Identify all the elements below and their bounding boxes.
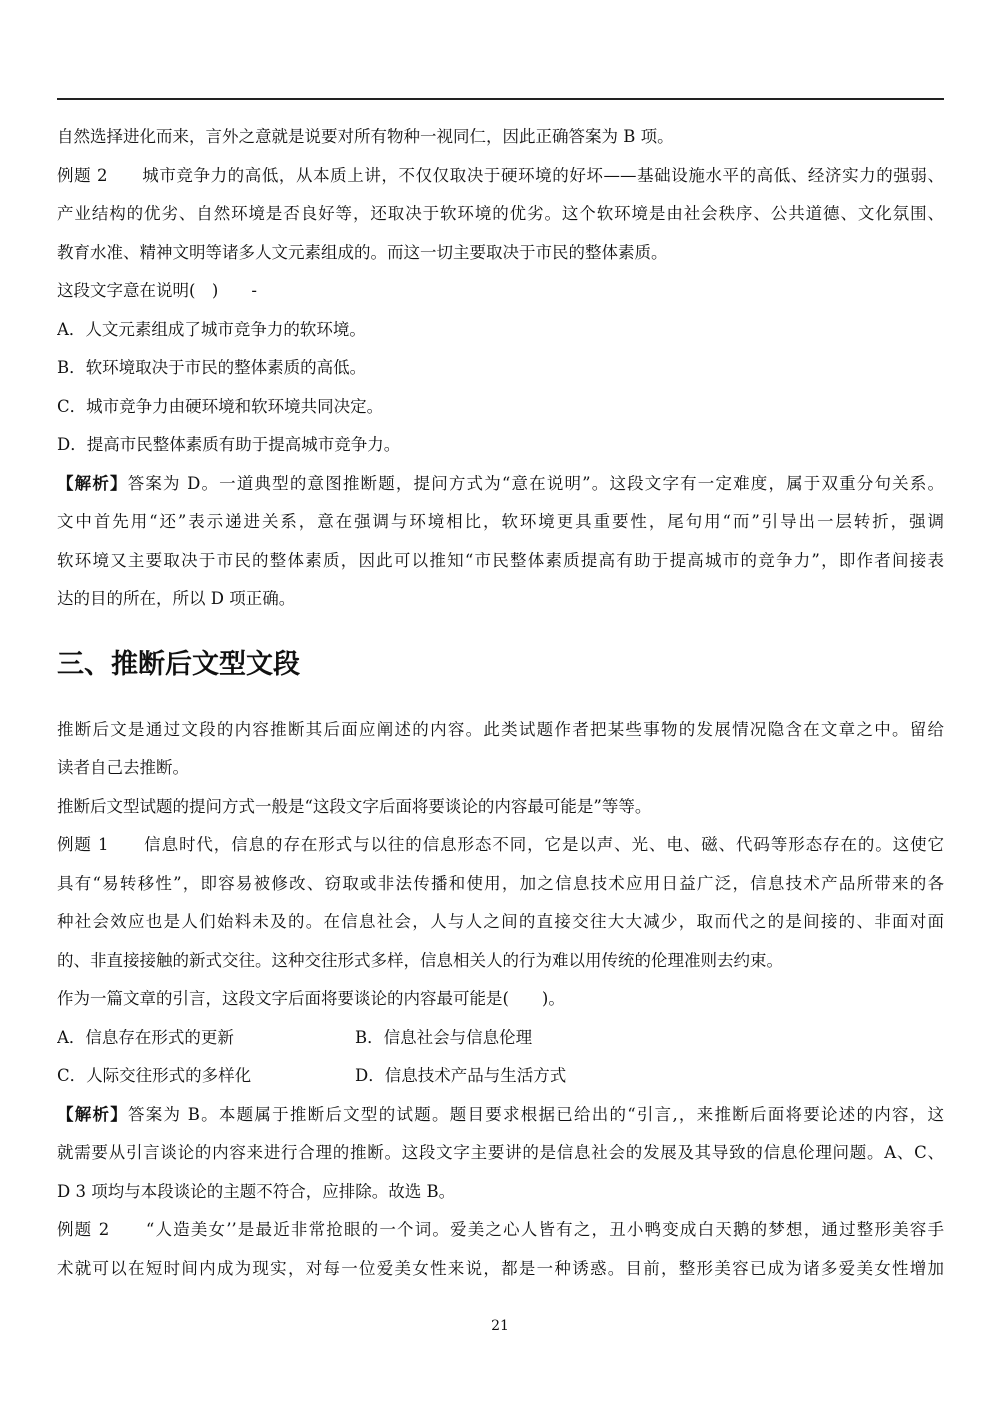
example-2a-option-d: D．提高市民整体素质有助于提高城市竞争力。	[57, 435, 401, 454]
example-2a-option-b: B．软环境取决于市民的整体素质的高低。	[57, 358, 367, 377]
example-1-option-a: A．信息存在形式的更新	[57, 1027, 234, 1047]
example-2a-line-1: 例题 2 城市竞争力的高低，从本质上讲，不仅仅取决于硬环境的好坏——基础设施水平的高低、经济实力的强弱、	[57, 165, 944, 185]
example-1-analysis-line-2: 就需要从引言谈论的内容来进行合理的推断。这段文字主要讲的是信息社会的发展及其导致的信息伦理问题。A、C、	[57, 1143, 944, 1162]
analysis-tag: 【解析】	[57, 1104, 129, 1124]
example-1-question: 作为一篇文章的引言，这段文字后面将要谈论的内容最可能是( )。	[57, 989, 565, 1008]
example-1-options-row-1	[57, 1019, 944, 1058]
example-1-options-row-2	[57, 1057, 944, 1096]
section-3-intro-line-1: 推断后文是通过文段的内容推断其后面应阐述的内容。此类试题作者把某些事物的发展情况隐含在文章之中。留给	[57, 719, 944, 739]
example-2a-analysis-line-2: 文中首先用“还”表示递进关系，意在强调与环境相比，软环境更具重要性，尾句用“而”引导出一层转折，强调	[57, 512, 944, 531]
carry-over-line: 自然选择进化而来，言外之意就是说要对所有物种一视同仁，因此正确答案为 B 项。	[57, 127, 674, 146]
section-3-intro-line-2: 读者自己去推断。	[57, 758, 189, 777]
example-2a-analysis-line-1: 【解析】答案为 D。一道典型的意图推断题，提问方式为“意在说明”。这段文字有一定难度，属于双重分句关系。	[57, 473, 944, 493]
example-2a-question: 这段文字意在说明( ) -	[57, 281, 257, 300]
example-1-analysis-line-1: 【解析】答案为 B。本题属于推断后文型的试题。题目要求根据已给出的“引言,，来推断后面将要论述的内容，这	[57, 1104, 944, 1124]
example-1-option-b: B．信息社会与信息伦理	[355, 1027, 533, 1047]
example-2a-option-c: C．城市竞争力由硬环境和软环境共同决定。	[57, 396, 384, 416]
page-body	[57, 118, 944, 1288]
example-2a-analysis-line-3: 软环境又主要取决于市民的整体素质，因此可以推知“市民整体素质提高有助于提高城市的竞争力”，即作者间接表	[57, 550, 944, 570]
example-1-analysis-line-3: D 3 项均与本段谈论的主题不符合，应排除。故选 B。	[57, 1181, 456, 1201]
example-2b-line-2: 术就可以在短时间内成为现实，对每一位爱美女性来说，都是一种诱惑。目前，整形美容已成为诸多爱美女性增加	[57, 1258, 944, 1278]
example-1-option-c: C．人际交往形式的多样化	[57, 1066, 252, 1085]
page-number: 21	[491, 1318, 509, 1334]
section-3-intro-line-3: 推断后文型试题的提问方式一般是“这段文字后面将要谈论的内容最可能是”等等。	[57, 796, 652, 816]
example-1-option-d: D．信息技术产品与生活方式	[355, 1066, 567, 1085]
example-1-line-1: 例题 1 信息时代，信息的存在形式与以往的信息形态不同，它是以声、光、电、磁、代码等形态存在的。这使它	[57, 835, 944, 854]
example-2a-line-3: 教育水准、精神文明等诸多人文元素组成的。而这一切主要取决于市民的整体素质。	[57, 242, 668, 262]
section-3-heading: 三、推断后文型文段	[57, 648, 300, 680]
example-2a-analysis-line-4: 达的目的所在，所以 D 项正确。	[57, 589, 296, 608]
example-2a-line-2: 产业结构的优劣、自然环境是否良好等，还取决于软环境的优劣。这个软环境是由社会秩序、公共道德、文化氛围、	[57, 204, 944, 223]
example-2b-line-1: 例题 2 “人造美女’’是最近非常抢眼的一个词。爱美之心人皆有之，丑小鸭变成白天鹅的梦想，通过整形美容手	[57, 1220, 944, 1239]
example-2a-option-a: A．人文元素组成了城市竞争力的软环境。	[57, 319, 366, 339]
example-1-line-2: 具有“易转移性”，即容易被修改、窃取或非法传播和使用，加之信息技术应用日益广泛，信息技术产品所带来的各	[57, 873, 944, 893]
analysis-tag: 【解析】	[57, 473, 128, 493]
header-rule	[57, 98, 944, 100]
example-1-line-4: 的、非直接接触的新式交往。这种交往形式多样，信息相关人的行为难以用传统的伦理准则去约束。	[57, 950, 783, 970]
example-1-line-3: 种社会效应也是人们始料未及的。在信息社会，人与人之间的直接交往大大减少，取而代之的是间接的、非面对面	[57, 912, 944, 931]
